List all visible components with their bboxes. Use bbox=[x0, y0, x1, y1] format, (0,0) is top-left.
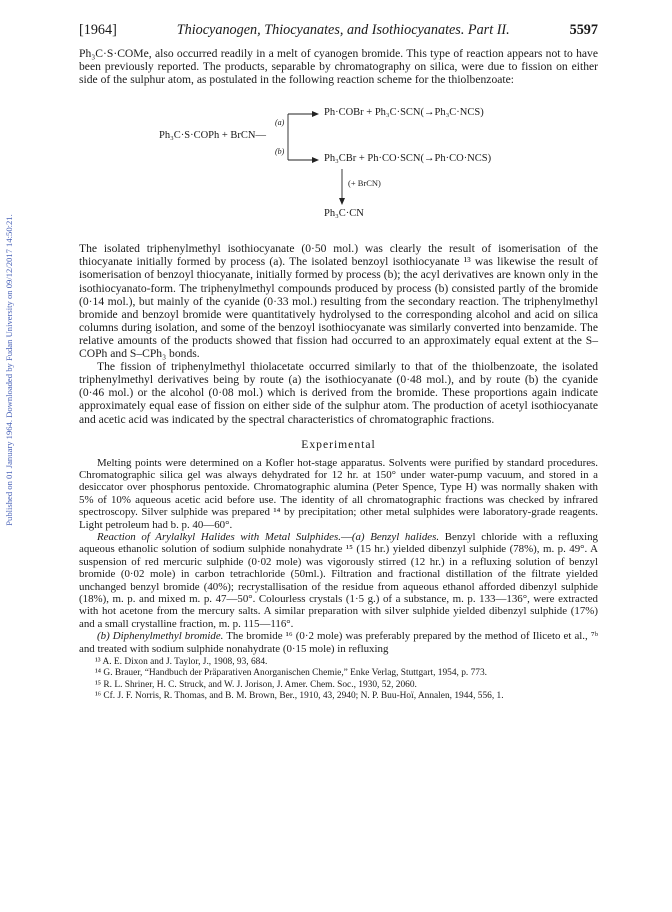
scheme-label-a: (a) bbox=[275, 118, 285, 128]
scheme-reactant: Ph₃C·S·COPh + BrCN— bbox=[159, 130, 267, 142]
side-stamp bbox=[2, 150, 16, 590]
running-head bbox=[79, 22, 598, 39]
exp2-subheading: (a) Benzyl halides. bbox=[351, 531, 440, 544]
intro-paragraph: Ph₃C·S·COMe, also occurred readily in a melt of cyanogen bromide. This type of reaction appears not to have been previously reported. The products, separable by chromatography on silica, were due to fission on either side of the sulphur atom, as postulated in the following reaction scheme for the thiolbenzoate: bbox=[79, 47, 598, 87]
scheme-product-b: Ph₃CBr + Ph·CO·SCN(→Ph·CO·NCS) bbox=[324, 153, 492, 165]
page bbox=[79, 22, 598, 702]
exp2-text: Benzyl chloride with a refluxing aqueous ethanolic solution of sodium sulphide nonahydrate ¹⁵ (15 hr.) yielded dibenzyl sulphide (78%), m. p. 49°. A suspension of red mercuric sulphide (0·02 mole) was vigorously stirred (12 hr.) in a refluxing solution of benzyl bromide (0·02 mole) in carbon tetrachloride (50ml.). Filtration and fractional distillation of the filtrate yielded unchanged benzyl bromide (40%); recrystallisation of the residue from aqueous ethanol afforded dibenzyl sulphide (18%), m. p. and mixed m. p. 47—50°. Colourless crystals (1·5 g.) of a substance, m. p. 133—136°, were extracted with hot acetone from the mercury salts. A similar preparation with silver sulphide yielded dibenzyl sulphide (17%) and a small crystalline fraction, m. p. 115—116°. bbox=[79, 531, 599, 630]
footnotes bbox=[79, 657, 598, 702]
body-paragraph-1: The isolated triphenylmethyl isothiocyanate (0·50 mol.) was clearly the result of isomerisation of the thiocyanate initially formed by process (a). The isolated benzoyl isothiocyanate ¹³ was likewise the result of isomerisation of benzoyl thiocyanate, initially formed by process (b); the acyl derivatives are known only in the isothiocyanato-form. The triphenylmethyl compounds produced by process (b) consisted partly of the bromide (0·14 mol.), but mainly of the cyanide (0·33 mol.) resulting from the secondary reaction. The triphenylmethyl bromide and benzoyl bromide were quantitatively hydrolysed to the corresponding alcohol and acid on silica columns during isolation, and some of the benzoyl isothiocyanate was similarly converted into benzamide. The relative amounts of the products showed that fission had occurred to an approximately equal extent at the S–COPh and S–CPh₃ bonds. bbox=[79, 242, 598, 361]
exp2-heading: Reaction of Arylalkyl Halides with Metal Sulphides. bbox=[97, 531, 341, 544]
scheme-label-b: (b) bbox=[275, 147, 285, 157]
header-title: Thiocyanogen, Thiocyanates, and Isothiocyanates. Part II. bbox=[176, 22, 510, 38]
scheme-final-product: Ph₃C·CN bbox=[324, 208, 364, 220]
experimental-paragraph-2: Reaction of Arylalkyl Halides with Metal Sulphides.—(a) Benzyl halides. Benzyl chloride with a refluxing aqueous ethanolic solution of sodium sulphide nonahydrate ¹⁵ (15 hr.) yielded dibenzyl sulphide (78%), m. p. 49°. A suspension of red mercuric sulphide (0·02 mole) was vigorously stirred (12 hr.) in a refluxing solution of benzyl bromide (0·02 mole) in carbon tetrachloride (50ml.). Filtration and fractional distillation of the filtrate yielded unchanged benzyl bromide (40%); recrystallisation of the residue from aqueous ethanol afforded dibenzyl sulphide (18%), m. p. and mixed m. p. 47—50°. Colourless crystals (1·5 g.) of a substance, m. p. 133—136°, were extracted with hot acetone from the mercury salts. A similar preparation with silver sulphide yielded dibenzyl sulphide (17%) and a small crystalline fraction, m. p. 115—116°. bbox=[79, 531, 599, 630]
footnote-13: ¹³ A. E. Dixon and J. Taylor, J., 1908, 93, 684. bbox=[95, 657, 268, 668]
reaction-scheme bbox=[79, 94, 598, 236]
side-stamp-text: Published on 01 January 1964. Downloaded by Fudan University on 09/12/2017 14:50:21. bbox=[4, 214, 14, 526]
scheme-reagent: (+ BrCN) bbox=[348, 178, 381, 189]
footnote-15: ¹⁵ R. L. Shriner, H. C. Struck, and W. J. Jorison, J. Amer. Chem. Soc., 1930, 52, 2060. bbox=[95, 679, 417, 690]
scheme-product-a: Ph·COBr + Ph₃C·SCN(→Ph₃C·NCS) bbox=[324, 107, 484, 119]
section-title: Experimental bbox=[301, 437, 376, 451]
experimental-section bbox=[79, 457, 598, 656]
exp3-subheading: (b) Diphenylmethyl bromide. bbox=[97, 630, 224, 643]
experimental-paragraph-3 bbox=[79, 630, 598, 655]
footnote-14: ¹⁴ G. Brauer, “Handbuch der Präparativen Anorganischen Chemie,” Enke Verlag, Stuttgart, 1954, p. 773. bbox=[95, 668, 487, 679]
exp3-text: The bromide ¹⁶ (0·2 mole) was preferably prepared by the method of Iliceto et al., ⁷ᵇ and treated with sodium sulphide nonahydrate (0·15 mole) in refluxing bbox=[79, 630, 598, 655]
footnote-16: ¹⁶ Cf. J. F. Norris, R. Thomas, and B. M. Brown, Ber., 1910, 43, 2940; N. P. Buu-Hoï, Annalen, 1944, 556, 1. bbox=[95, 690, 504, 701]
body-paragraph-2: The fission of triphenylmethyl thiolacetate occurred similarly to that of the thiolbenzoate, the isolated triphenylmethyl derivatives being by route (a) the isothiocyanate (0·48 mol.), and by route (b) the cyanide (0·46 mol.) or the alcohol (0·08 mol.) which is derived from the bromide. These proportions again indicate approximately equal ease of fission on either side of the sulphur atom. The production of acetyl isothiocyanate and acetic acid was indicated by the spectral characteristics of chromatographic fractions. bbox=[79, 360, 598, 426]
page-number: 5597 bbox=[569, 22, 598, 38]
header-year: [1964] bbox=[79, 22, 117, 38]
experimental-paragraph-1: Melting points were determined on a Kofler hot-stage apparatus. Solvents were purified by standard procedures. Chromatographic silica gel was always dehydrated for 12 hr. at 150° under water-pump vacuum, and stored in a desiccator over phosphorus pentoxide. Chromatographic alumina (Peter Spence, Type H) was normally shaken with 5% of 10% aqueous acetic acid before use. The identity of all chromatographic fractions was checked by infrared spectroscopy. Silver sulphide was prepared ¹⁴ by precipitation; other metal sulphides were laboratory-grade reagents. Light petroleum had b. p. 40—60°. bbox=[79, 456, 598, 531]
